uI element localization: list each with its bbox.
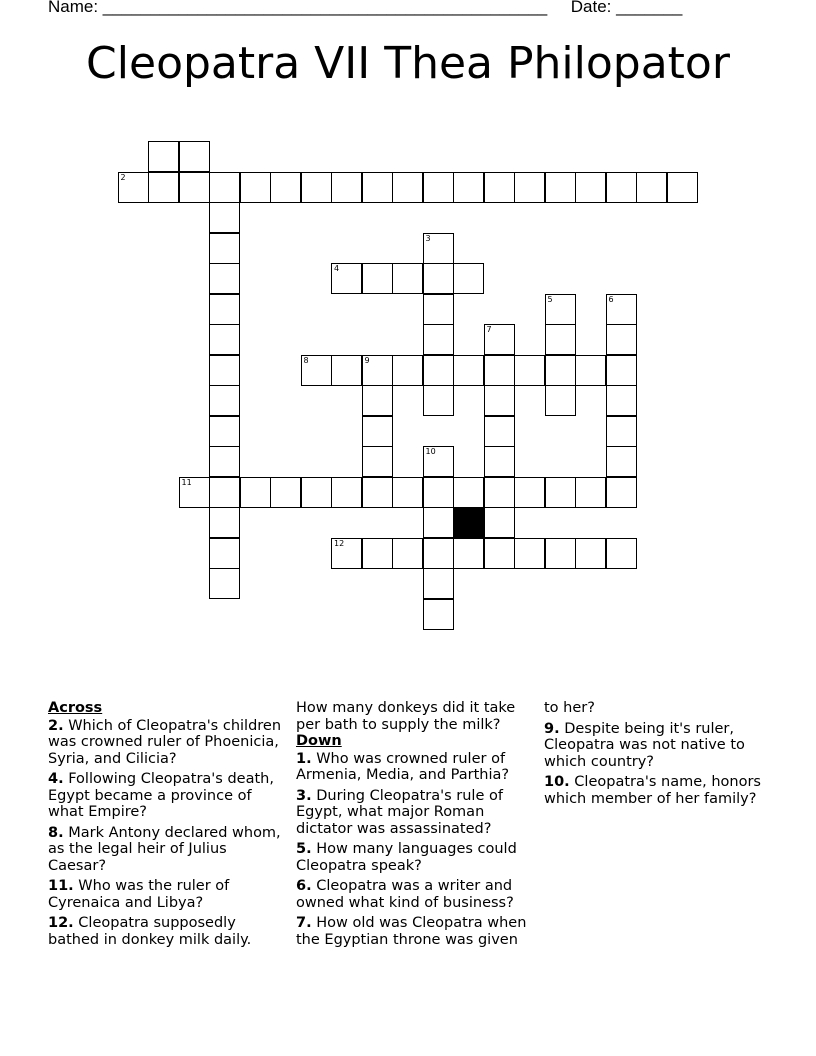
clue-number: 12.	[48, 915, 74, 931]
page-title: Cleopatra VII Thea Philopator	[86, 38, 730, 89]
clue-text: Cleopatra was a writer and owned what kind of business?	[296, 878, 514, 911]
grid-cell[interactable]	[301, 172, 332, 203]
clue-number: 9.	[544, 720, 560, 737]
down-clue	[296, 841, 530, 874]
grid-cell[interactable]	[209, 568, 240, 599]
grid-cell[interactable]	[209, 477, 240, 508]
grid-cell[interactable]	[362, 355, 393, 386]
grid-cell[interactable]	[362, 416, 393, 447]
grid-cell[interactable]	[209, 202, 240, 233]
down-clue	[296, 788, 530, 838]
clue-number: 5.	[296, 841, 312, 857]
grid-cell[interactable]	[301, 477, 332, 508]
grid-cell[interactable]	[575, 538, 606, 569]
grid-cell[interactable]	[423, 355, 454, 386]
cell-number: 4	[334, 264, 340, 273]
grid-cell[interactable]	[514, 355, 545, 386]
grid-cell[interactable]	[331, 355, 362, 386]
down-clue	[544, 774, 778, 807]
down-clue	[544, 721, 778, 771]
clue-number: 4.	[48, 771, 64, 787]
grid-cell[interactable]	[484, 355, 515, 386]
cell-number: 3	[425, 233, 431, 243]
grid-cell[interactable]	[545, 477, 576, 508]
clue-text: Mark Antony declared whom, as the legal heir of Julius Caesar?	[48, 824, 281, 874]
grid-cell[interactable]	[209, 385, 240, 416]
grid-cell[interactable]	[362, 172, 393, 203]
grid-cell[interactable]	[575, 172, 606, 203]
grid-cell[interactable]	[545, 294, 576, 325]
clue-text: During Cleopatra's rule of Egypt, what major Roman dictator was assassinated?	[296, 787, 503, 837]
across-clue	[48, 771, 282, 821]
cell-number: 5	[547, 294, 553, 304]
grid-cell[interactable]	[362, 477, 393, 508]
down-heading: Down	[296, 733, 342, 749]
cell-number: 2	[120, 172, 126, 182]
cell-number: 11	[181, 477, 192, 487]
grid-cell[interactable]	[179, 141, 210, 172]
grid-cell[interactable]	[606, 385, 637, 416]
cell-number: 12	[334, 538, 345, 548]
grid-cell[interactable]	[362, 385, 393, 416]
grid-cell[interactable]	[545, 172, 576, 203]
grid-cell[interactable]	[423, 263, 454, 294]
clue-number: 7.	[296, 915, 312, 931]
across-clue	[48, 825, 282, 875]
grid-cell[interactable]	[423, 446, 454, 477]
grid-cell[interactable]	[209, 507, 240, 538]
clue-text: Who was crowned ruler of Armenia, Media, and Parthia?	[296, 750, 510, 783]
grid-cell[interactable]	[606, 324, 637, 355]
clue-number: 11.	[48, 878, 74, 894]
grid-cell[interactable]	[209, 233, 240, 264]
clue-text: Cleopatra supposedly bathed in donkey milk daily. How many donkeys did it take per bath to supply the milk?	[48, 700, 516, 948]
clue-number: 2.	[48, 717, 64, 734]
grid-cell[interactable]	[484, 324, 515, 355]
clue-text: How old was Cleopatra when the Egyptian throne was given to her?	[296, 700, 595, 948]
grid-cell[interactable]	[240, 172, 271, 203]
grid-cell[interactable]	[453, 538, 484, 569]
cell-number: 10	[425, 447, 436, 456]
clue-text: Following Cleopatra's death, Egypt became a province of what Empire?	[48, 771, 274, 820]
grid-cell[interactable]	[301, 355, 332, 386]
grid-cell[interactable]	[484, 385, 515, 416]
grid-cell[interactable]	[179, 172, 210, 203]
clue-text: Cleopatra's name, honors which member of her family?	[544, 774, 761, 807]
grid-cell[interactable]	[392, 538, 423, 569]
grid-cell[interactable]	[453, 477, 484, 508]
grid-cell[interactable]	[270, 172, 301, 203]
down-clue	[296, 751, 530, 784]
grid-cell[interactable]	[484, 172, 515, 203]
cell-number: 9	[364, 355, 370, 365]
grid-cell[interactable]	[453, 172, 484, 203]
clue-number: 8.	[48, 824, 64, 841]
grid-cell[interactable]	[423, 324, 454, 355]
grid-cell[interactable]	[545, 385, 576, 416]
grid-cell[interactable]	[209, 172, 240, 203]
grid-cell[interactable]	[331, 263, 362, 294]
clues-section	[48, 700, 778, 960]
grid-cell[interactable]	[148, 172, 179, 203]
grid-cell[interactable]	[545, 355, 576, 386]
grid-cell[interactable]	[575, 477, 606, 508]
grid-cell[interactable]	[209, 294, 240, 325]
grid-cell[interactable]	[209, 446, 240, 477]
grid-cell[interactable]	[362, 446, 393, 477]
grid-cell[interactable]	[392, 477, 423, 508]
cell-number: 8	[303, 355, 309, 365]
grid-cell[interactable]	[392, 263, 423, 294]
name-date-line: Name: _______________________________________________ Date: _______	[48, 0, 683, 16]
clue-text: How many languages could Cleopatra speak?	[296, 841, 517, 874]
grid-cell[interactable]	[484, 446, 515, 477]
grid-cell[interactable]	[514, 538, 545, 569]
grid-cell[interactable]	[179, 477, 210, 508]
grid-cell[interactable]	[514, 172, 545, 203]
grid-cell[interactable]	[606, 477, 637, 508]
clue-text: Who was the ruler of Cyrenaica and Libya?	[48, 878, 230, 911]
grid-cell[interactable]	[209, 263, 240, 294]
grid-cell[interactable]	[240, 477, 271, 508]
down-clue	[296, 878, 530, 911]
grid-cell[interactable]	[392, 355, 423, 386]
grid-cell[interactable]	[331, 477, 362, 508]
grid-cell[interactable]	[514, 477, 545, 508]
clue-number: 10.	[544, 774, 570, 790]
grid-cell[interactable]	[423, 385, 454, 416]
grid-cell[interactable]	[423, 477, 454, 508]
grid-cell[interactable]	[392, 172, 423, 203]
across-heading: Across	[48, 700, 103, 716]
grid-cell[interactable]	[148, 141, 179, 172]
grid-cell[interactable]	[545, 538, 576, 569]
clue-number: 6.	[296, 878, 312, 894]
cell-number: 7	[486, 325, 492, 334]
grid-cell[interactable]	[209, 538, 240, 569]
grid-cell[interactable]	[484, 477, 515, 508]
grid-cell[interactable]	[209, 355, 240, 386]
grid-cell[interactable]	[331, 538, 362, 569]
across-clue	[48, 718, 282, 768]
grid-cell[interactable]	[118, 172, 149, 203]
clue-text: Despite being it's ruler, Cleopatra was not native to which country?	[544, 720, 745, 770]
black-cell	[453, 507, 484, 538]
grid-cell[interactable]	[667, 172, 698, 203]
across-clue	[48, 878, 282, 911]
grid-cell[interactable]	[453, 355, 484, 386]
grid-cell[interactable]	[606, 172, 637, 203]
grid-cell[interactable]	[606, 294, 637, 325]
grid-cell[interactable]	[575, 355, 606, 386]
grid-cell[interactable]	[606, 355, 637, 386]
grid-cell[interactable]	[606, 416, 637, 447]
grid-cell[interactable]	[362, 263, 393, 294]
grid-cell[interactable]	[636, 172, 667, 203]
clue-text: Which of Cleopatra's children was crowned ruler of Phoenicia, Syria, and Cilicia?	[48, 717, 282, 767]
cell-number: 6	[608, 294, 614, 304]
grid-cell[interactable]	[209, 416, 240, 447]
grid-cell[interactable]	[362, 538, 393, 569]
grid-cell[interactable]	[423, 538, 454, 569]
grid-cell[interactable]	[606, 446, 637, 477]
grid-cell[interactable]	[484, 416, 515, 447]
grid-cell[interactable]	[545, 324, 576, 355]
grid-cell[interactable]	[453, 263, 484, 294]
grid-cell[interactable]	[484, 538, 515, 569]
grid-cell[interactable]	[270, 477, 301, 508]
grid-cell[interactable]	[423, 233, 454, 264]
grid-cell[interactable]	[423, 599, 454, 630]
grid-cell[interactable]	[423, 507, 454, 538]
grid-cell[interactable]	[423, 172, 454, 203]
grid-cell[interactable]	[484, 507, 515, 538]
grid-cell[interactable]	[606, 538, 637, 569]
clue-number: 1.	[296, 750, 312, 767]
clue-number: 3.	[296, 787, 312, 804]
grid-cell[interactable]	[209, 324, 240, 355]
grid-cell[interactable]	[331, 172, 362, 203]
grid-cell[interactable]	[423, 568, 454, 599]
grid-cell[interactable]	[423, 294, 454, 325]
